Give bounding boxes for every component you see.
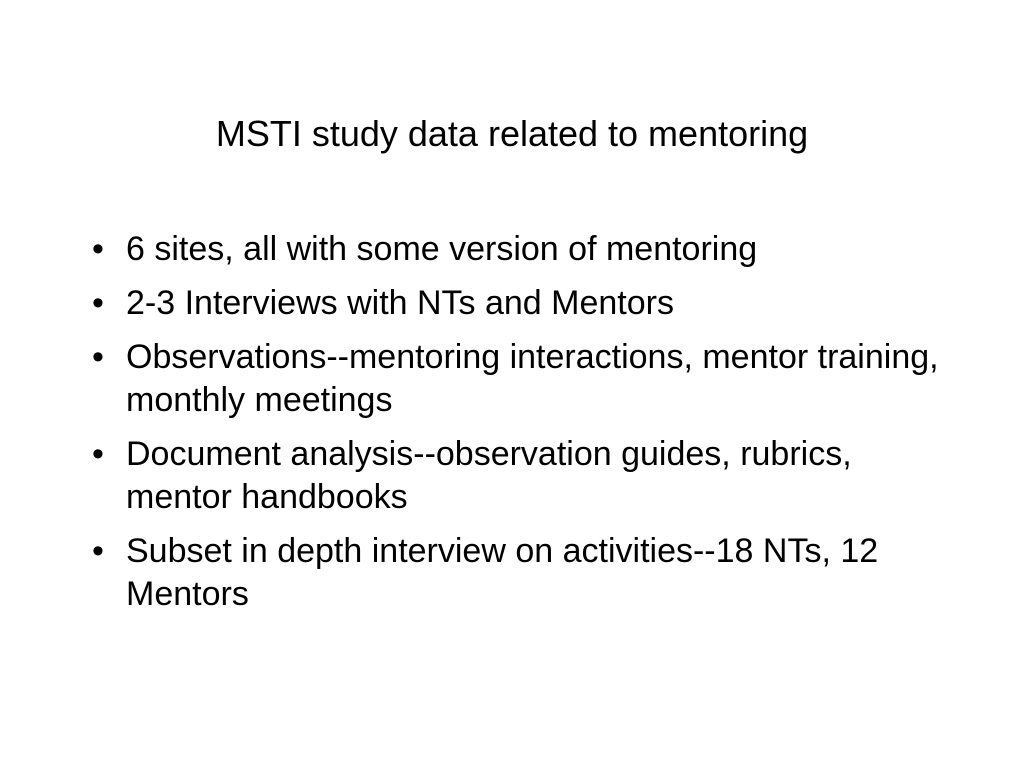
bullet-text: Subset in depth interview on activities--18 NTs, 12 Mentors: [126, 532, 879, 613]
bullet-marker: •: [92, 532, 104, 570]
bullet-marker: •: [92, 284, 104, 322]
bullet-text: 6 sites, all with some version of mentoring: [126, 230, 758, 268]
bullet-text: Observations--mentoring interactions, mentor training, monthly meetings: [126, 338, 939, 419]
bullet-text: 2-3 Interviews with NTs and Mentors: [126, 284, 674, 322]
bullet-item: [86, 336, 966, 422]
bullet-item: [86, 282, 966, 325]
bullet-item: [86, 433, 966, 519]
bullet-marker: •: [92, 230, 104, 268]
bullet-text: Document analysis--observation guides, rubrics, mentor handbooks: [126, 435, 852, 516]
slide-title: MSTI study data related to mentoring: [215, 113, 809, 154]
bullet-marker: •: [92, 338, 104, 376]
bullet-marker: •: [92, 435, 104, 473]
bullet-item: [86, 530, 966, 616]
bullet-list: [86, 228, 966, 627]
bullet-item: [86, 228, 966, 271]
